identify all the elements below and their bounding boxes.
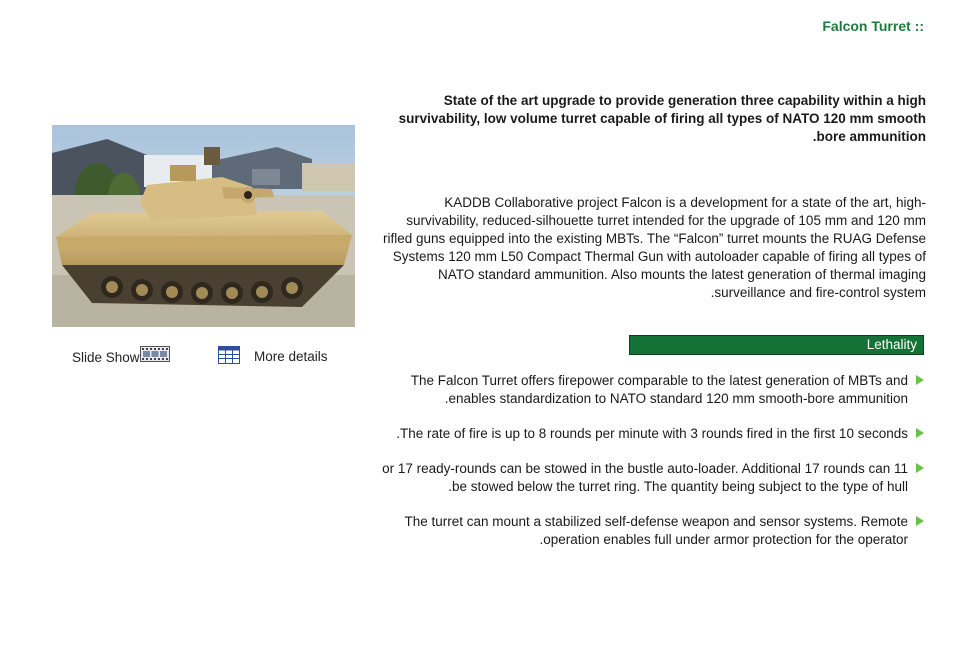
play-arrow-icon — [916, 375, 924, 385]
bullet-text: The rate of fire is up to 8 rounds per minute with 3 rounds fired in the first 10 seconds. — [396, 426, 908, 441]
bullet-text: 11 or 17 ready-rounds can be stowed in the bustle auto-loader. Additional 17 rounds can be stowed below the turret ring. The quantity being subject to the type of hull. — [382, 461, 908, 494]
turret-photo — [52, 125, 355, 327]
grid-table-icon[interactable] — [218, 346, 240, 367]
description: KADDB Collaborative project Falcon is a development for a state of the art, high-survivability, reduced-silhouette turret intended for the upgrade of 105 mm and 120 mm rifled guns equipped into the existing MBTs. The “Falcon” turret mounts the RUAG Defense Systems 120 mm L50 Compact Thermal Gun with autoloader capable of firing all types of NATO standard ammunition. Also mounts the latest generation of thermal imaging surveillance and fire-control system. — [382, 195, 926, 300]
more-details-link[interactable] — [218, 346, 328, 367]
list-item — [370, 513, 926, 549]
slide-show-link[interactable] — [72, 346, 170, 365]
list-item — [370, 425, 926, 443]
play-arrow-icon — [916, 428, 924, 438]
headline: State of the art upgrade to provide generation three capability within a high survivability, low volume turret capable of firing all types of NATO 120 mm smooth bore ammunition. — [398, 93, 926, 144]
play-arrow-icon — [916, 516, 924, 526]
list-item — [370, 460, 926, 496]
film-strip-icon[interactable] — [140, 346, 170, 365]
bullet-text: The turret can mount a stabilized self-defense weapon and sensor systems. Remote operation enables full under armor protection for the operator. — [404, 514, 908, 547]
lethality-list — [370, 372, 926, 566]
more-details-label: More details — [254, 349, 328, 364]
slide-show-label: Slide Show — [72, 350, 140, 365]
list-item — [370, 372, 926, 408]
play-arrow-icon — [916, 463, 924, 473]
section-header-lethality: Lethality — [629, 335, 924, 355]
bullet-text: The Falcon Turret offers firepower comparable to the latest generation of MBTs and enables standardization to NATO standard 120 mm smooth-bore ammunition. — [410, 373, 908, 406]
page-title: Falcon Turret :: — [822, 18, 924, 34]
